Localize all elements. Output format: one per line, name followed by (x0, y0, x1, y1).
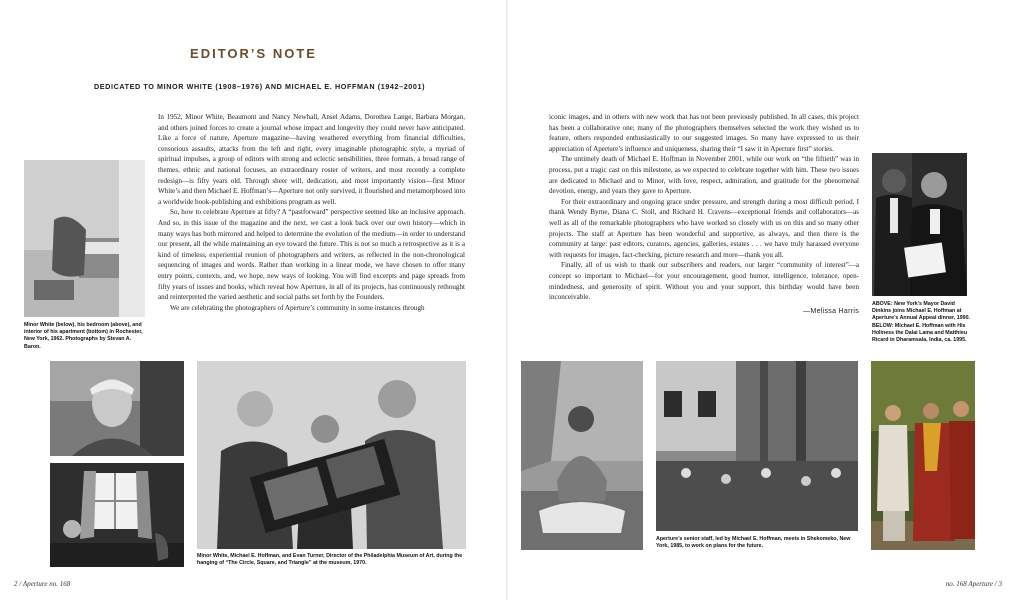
staff-meeting-photo (656, 361, 858, 531)
paragraph: Finally, all of us wish to thank our subscribers and readers, our larger “community of interest”—a concept so important to Michael—for your encouragement, good humor, intelligence, tolerance, open-mindedness, and generosity of spirit. Without you and your support, this birthday would have been inconceivable. (549, 261, 859, 302)
paragraph: For their extraordinary and ongoing grace under pressure, and strength during a most difficult period, I thank Wendy Byrne, Diana C. Stoll, and Richard H. Cravens—exceptional friends and collaborators—as well as all of the remarkable photographers who have worked so closely with us on this and so many other projects. The staff at Aperture has been wonderful and supportive, as always, and then there is the community at large: past editors, curators, agencies, galleries, estates . . . we have truly harassed everyone with requests for images, fact-checking, picture research and more—thank you all. (549, 197, 859, 259)
dedication-line: DEDICATED TO MINOR WHITE (1908–1976) AND MICHAEL E. HOFFMAN (1942–2001) (94, 82, 426, 91)
window-interior-photo (50, 463, 184, 567)
folio-right: no. 168 Aperture / 3 (945, 580, 1002, 588)
paragraph: We are celebrating the photographers of Aperture’s community in some instances through (170, 303, 425, 312)
paragraph: iconic images, and in others with new work that has not been previously published. In all cases, this project has been a collaborative one; many of the photographers themselves selected the work they wished us to feature, others responded enthusiastically to our suggested images. So many have expressed to us their appreciation of Aperture’s influence and uniqueness, sharing their “I saw it in Aperture first” stories. (549, 113, 859, 153)
paragraph: So, how to celebrate Aperture at fifty? A “pastforward” perspective seemed like an inclusive approach. And so, in this issue of the magazine and the next, we cast a look back over our own history—which in many ways has both mirrored and helped to determine the evolution of the medium—in order to understand our present, all the while maintaining an eye toward the future. This is not so much a retrospective as it is a kind of timeless, experiential reunion of photographers and writers, as reflected in the non-chronological sequencing of images and words. Rather than working in a linear mode, we have chosen to offer many entry points, contexts, and, we hope, new ways of looking. You will find excerpts and page spreads from fifty years of issues and books, which reveal how Aperture, in all of its projects, has continuously rethought and reinterpreted the varied aesthetic and social paths set forth by the Founders. (158, 208, 465, 302)
spread-gutter (506, 0, 508, 600)
dinkins-photo (872, 153, 967, 296)
dalai-lama-photo (871, 361, 975, 550)
caption-museum: Minor White, Michael E. Hoffman, and Evan Turner, Director of the Philadelphia Museum of Art, during the hanging of “The Circle, Square, and Triangle” at the museum, 1970. (197, 553, 463, 567)
signature: —Melissa Harris (803, 307, 859, 315)
bedroom-photo (24, 160, 145, 317)
left-text-column (158, 112, 465, 313)
paragraph: In 1952, Minor White, Beaumont and Nancy Newhall, Ansel Adams, Dorothea Lange, Barbara Morgan, and others joined forces to create a journal whose impact and longevity they could never have anticipated. Like a force of nature, Aperture magazine—having weathered everything from financial difficulties, censorious assaults, attacks from the left and right, every imaginable photographic style, a myriad of spiritual impulses, a group of editors with strong and eclectic sensibilities, three formats, a broad range of themes, ethnic and national focuses, an extraordinary roster of writers, and most recently a complete redesign—is fifty years old. Through sheer will, dedication, and most importantly vision—first Minor White’s and then Michael E. Hoffman’s—Aperture not only survived, it flourished and metamorphosed into a worldwide book-publishing and exhibitions program as well. (158, 113, 465, 206)
caption-staff: Aperture’s senior staff, led by Michael E. Hoffman, meets in Shekomeko, New York, 1985, to work on plans for the future. (656, 536, 851, 550)
paragraph: The untimely death of Michael E. Hoffman in November 2001, while our work on “the fiftieth” was in process, put a tragic cast on this milestone, as we expected to celebrate together with him. These two issues are dedicated to Michael and to Minor, with love, respect, admiration, and gratitude for the phenomenal devotion, energy, and years they gave to Aperture. (549, 155, 859, 196)
caption-dinkins: ABOVE: New York’s Mayor David Dinkins joins Michael E. Hoffman at Aperture’s Annual Appeal dinner, 1990. BELOW: Michael E. Hoffman with His Holiness the Dalai Lama and Matthieu Ricard in Dharamsala, India, ca. 1995. (872, 301, 971, 344)
folio-left: 2 / Aperture no. 168 (14, 580, 71, 588)
right-text-column (549, 112, 859, 317)
caption-minor-white: Minor White (below), his bedroom (above), and interior of his apartment (bottom) in Rochester, New York, 1962. Photographs by Stevan A. Baron. (24, 322, 143, 350)
museum-photo (197, 361, 466, 549)
page-title: EDITOR’S NOTE (190, 46, 317, 61)
seated-man-photo (521, 361, 643, 550)
portrait-photo (50, 361, 184, 456)
